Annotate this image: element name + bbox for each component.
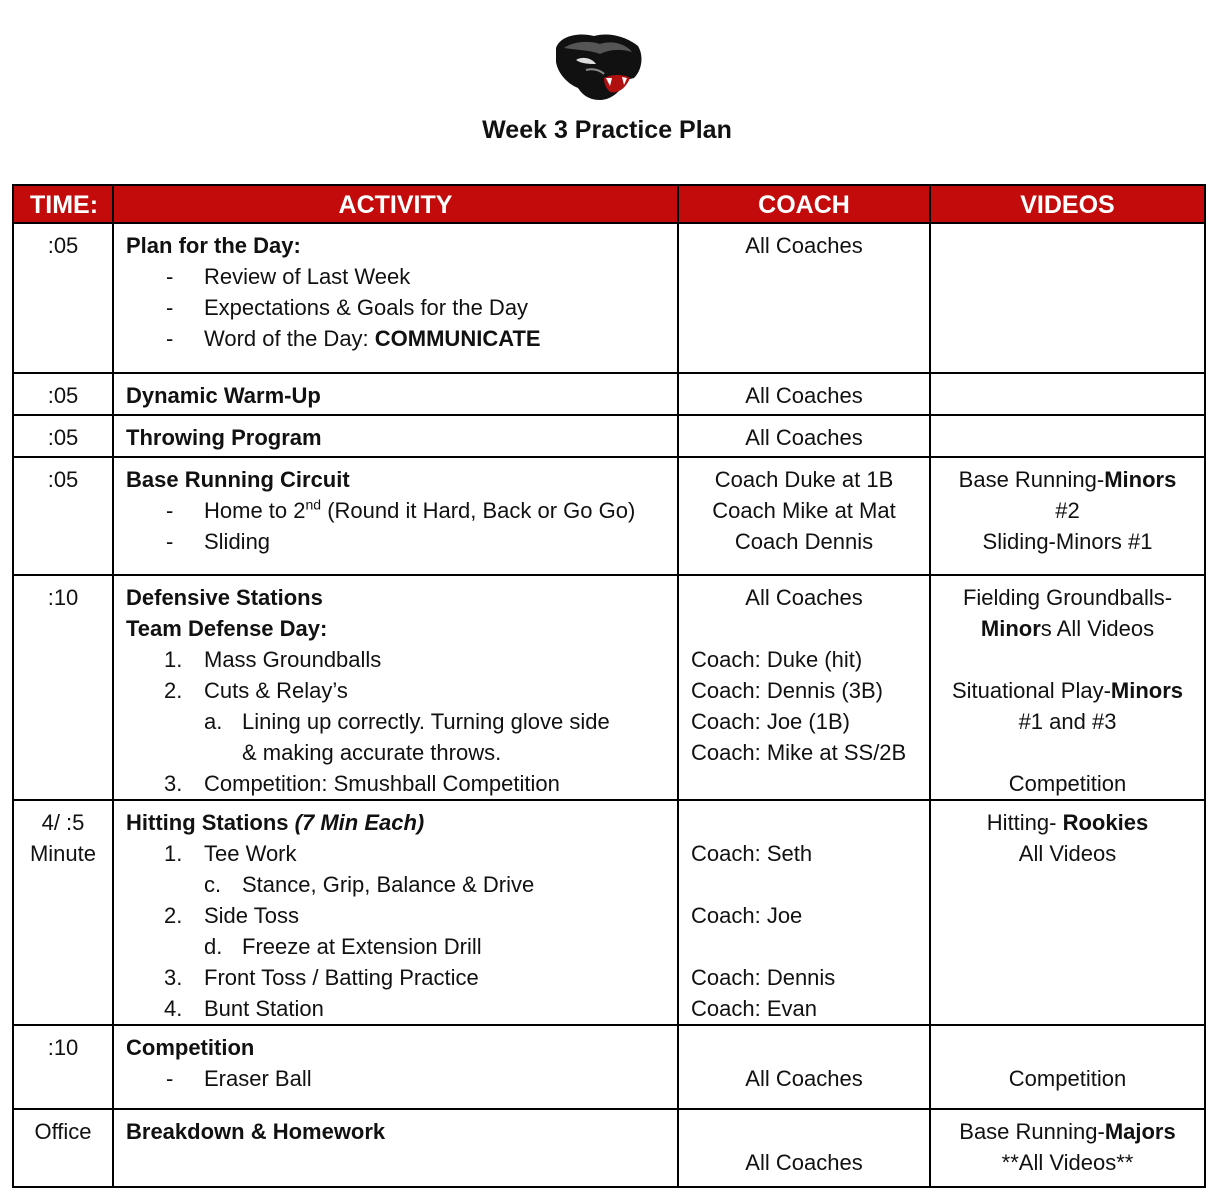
coach-cell: Coach Duke at 1B Coach Mike at Mat Coach Dennis [678, 457, 930, 575]
list-item: 2. Side Toss [164, 903, 299, 928]
practice-plan-table [12, 184, 1206, 1188]
videos-cell: Base Running-Minors #2 Sliding-Minors #1 [930, 457, 1205, 575]
videos-cell [930, 223, 1205, 373]
list-item: & making accurate throws. [242, 740, 502, 765]
time-cell: Office [13, 1109, 113, 1187]
table-row [13, 800, 1205, 1025]
table-row [13, 1109, 1205, 1187]
list-item: - Eraser Ball [166, 1066, 312, 1091]
list-item: - Word of the Day: COMMUNICATE [166, 326, 541, 351]
coach-cell: All Coaches [678, 223, 930, 373]
activity-cell [113, 575, 678, 800]
table-row [13, 223, 1205, 373]
header-time: TIME: [13, 185, 113, 223]
activity-title: Plan for the Day: [126, 233, 301, 258]
activity-cell [113, 457, 678, 575]
activity-title: Breakdown & Homework [113, 1109, 678, 1187]
activity-title: Competition [126, 1035, 255, 1060]
time-cell: :10 [13, 1025, 113, 1109]
list-item: d. Freeze at Extension Drill [204, 934, 482, 959]
time-cell: :10 [13, 575, 113, 800]
videos-cell: Base Running-Majors **All Videos** [930, 1109, 1205, 1187]
list-item: 3. Competition: Smushball Competition [164, 771, 560, 796]
table-row [13, 457, 1205, 575]
list-item: c. Stance, Grip, Balance & Drive [204, 872, 535, 897]
videos-cell: Hitting- Rookies All Videos [930, 800, 1205, 1025]
list-item: - Review of Last Week [166, 264, 411, 289]
time-cell: :05 [13, 373, 113, 415]
header-row [13, 185, 1205, 223]
activity-title: Hitting Stations (7 Min Each) [126, 810, 425, 835]
coach-cell: All Coaches [678, 415, 930, 457]
time-cell: 4/ :5 Minute [13, 800, 113, 1025]
header-coach: COACH [678, 185, 930, 223]
list-item: 4. Bunt Station [164, 996, 324, 1021]
activity-title: Defensive Stations [126, 585, 323, 610]
activity-cell [113, 800, 678, 1025]
activity-cell [113, 223, 678, 373]
list-item: - Sliding [166, 529, 271, 554]
videos-cell: Fielding Groundballs- Minors All Videos Situational Play-Minors #1 and #3 Competition [930, 575, 1205, 800]
time-cell: :05 [13, 415, 113, 457]
videos-cell [930, 415, 1205, 457]
header-videos: VIDEOS [930, 185, 1205, 223]
table-row [13, 373, 1205, 415]
videos-cell: Competition [930, 1025, 1205, 1109]
videos-cell [930, 373, 1205, 415]
list-item: - Expectations & Goals for the Day [166, 295, 529, 320]
page-title: Week 3 Practice Plan [482, 116, 732, 144]
coach-cell: Coach: Seth Coach: Joe Coach: Dennis Coach: Evan [678, 800, 930, 1025]
list-item: 3. Front Toss / Batting Practice [164, 965, 479, 990]
time-cell: :05 [13, 223, 113, 373]
coach-cell: All Coaches Coach: Duke (hit) Coach: Dennis (3B) Coach: Joe (1B) Coach: Mike at SS/2B [678, 575, 930, 800]
time-cell: :05 [13, 457, 113, 575]
coach-cell: All Coaches [678, 1109, 930, 1187]
list-item: 1. Mass Groundballs [164, 647, 382, 672]
word-of-the-day: COMMUNICATE [374, 326, 541, 351]
activity-cell [113, 1025, 678, 1109]
coach-cell: All Coaches [678, 1025, 930, 1109]
activity-subtitle: Team Defense Day: [126, 616, 328, 641]
header-activity: ACTIVITY [113, 185, 678, 223]
list-item: 2. Cuts & Relay’s [164, 678, 348, 703]
table-row [13, 575, 1205, 800]
panther-logo [548, 30, 648, 104]
activity-title: Dynamic Warm-Up [113, 373, 678, 415]
activity-title: Throwing Program [113, 415, 678, 457]
coach-cell: All Coaches [678, 373, 930, 415]
list-item: - Home to 2nd (Round it Hard, Back or Go Go) [166, 496, 636, 523]
list-item: a. Lining up correctly. Turning glove side [204, 709, 610, 734]
table-row [13, 415, 1205, 457]
table-row [13, 1025, 1205, 1109]
list-item: 1. Tee Work [164, 841, 297, 866]
activity-title: Base Running Circuit [126, 467, 350, 492]
